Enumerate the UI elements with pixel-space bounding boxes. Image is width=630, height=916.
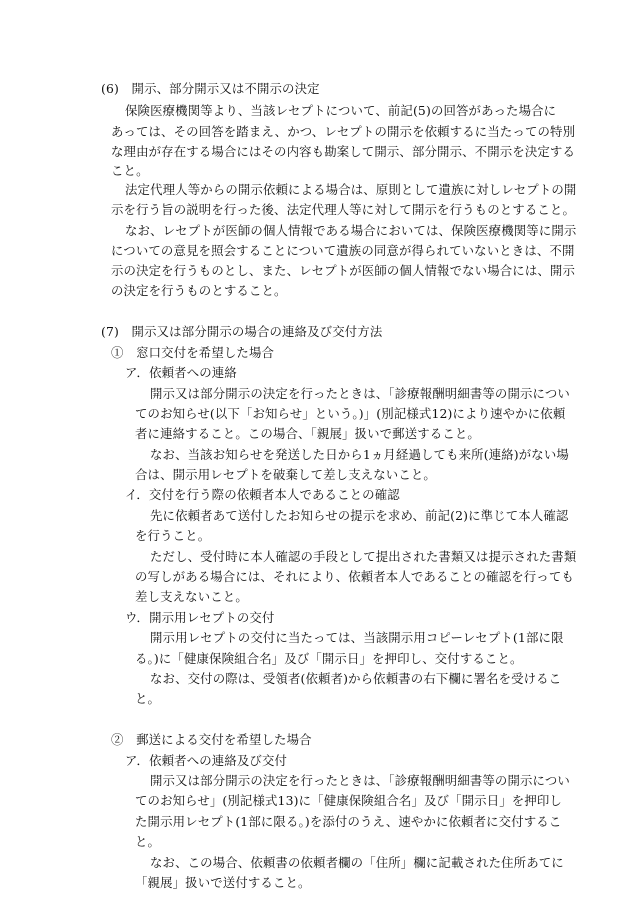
item-u-heading: ウ．開示用レセプトの交付 — [125, 610, 275, 625]
section-7-heading: (7) 開示又は部分開示の場合の連絡及び交付方法 — [101, 324, 383, 339]
section-6-heading: (6) 開示、部分開示又は不開示の決定 — [101, 81, 320, 96]
item-a-paragraph-2: なお、当該お知らせを発送した日から1ヵ月経過しても来所(連絡)がない場 — [150, 447, 569, 462]
item-a-paragraph-1: 者に連絡すること。この場合、「親展」扱いで郵送すること。 — [135, 426, 480, 441]
item-i-paragraph-2: の写しがある場合には、それにより、依頼者本人であることの確認を行っても — [135, 569, 574, 584]
item-mail-paragraph-2: なお、この場合、依頼書の依頼者欄の「住所」欄に記載された住所あてに — [150, 855, 564, 870]
section-6-paragraph-3: についての意見を照会することについて遺族の同意が得られていないときは、不開 — [111, 243, 575, 258]
section-6-paragraph-3: なお、レセプトが医師の個人情報である場合においては、保険医療機関等に開示 — [125, 223, 577, 238]
section-6-paragraph-2: 法定代理人等からの開示依頼による場合は、原則として遺族に対しレセプトの開 — [125, 182, 577, 197]
section-6-paragraph-2: 示を行う旨の説明を行った後、法定代理人等に対して開示を行うものとすること。 — [111, 202, 576, 217]
item-a-paragraph-1: てのお知らせ(以下「お知らせ」という。)」(別記様式12)により速やかに依頼 — [135, 406, 566, 421]
item-i-heading: イ．交付を行う際の依頼者本人であることの確認 — [125, 487, 400, 502]
item-u-paragraph-1: 開示用レセプトの交付に当たっては、当該開示用コピーレセプト(1部に限 — [150, 630, 564, 645]
item-mail-paragraph-1: た開示用レセプト(1部に限る。)を添付のうえ、速やかに依頼者に交付するこ — [135, 814, 562, 829]
section-6-paragraph-3: 示の決定を行うものとし、また、レセプトが医師の個人情報でない場合には、開示 — [111, 263, 576, 278]
item-i-paragraph-1: 先に依頼者あて送付したお知らせの提示を求め、前記(2)に準じて本人確認 — [150, 508, 569, 523]
section-6-paragraph-1: こと。 — [111, 163, 149, 178]
item-i-paragraph-2: 差し支えないこと。 — [135, 589, 248, 604]
section-6-paragraph-1: な理由が存在する場合にはその内容も勘案して開示、部分開示、不開示を決定する — [111, 144, 576, 159]
subsection-2-heading: ② 郵送による交付を希望した場合 — [111, 732, 312, 747]
section-6-paragraph-1: あっては、その回答を踏まえ、かつ、レセプトの開示を依頼するに当たっての特別 — [111, 124, 576, 139]
section-6-paragraph-1: 保険医療機関等より、当該レセプトについて、前記(5)の回答があった場合に — [125, 103, 557, 118]
item-i-paragraph-2: ただし、受付時に本人確認の手段として提出された書類又は提示された書類 — [150, 549, 577, 564]
item-mail-heading: ア．依頼者への連絡及び交付 — [125, 753, 288, 768]
item-u-paragraph-2: なお、交付の際は、受領者(依頼者)から依頼書の右下欄に署名を受けるこ — [150, 671, 562, 686]
item-u-paragraph-1: る。)に「健康保険組合名」及び「開示日」を押印し、交付すること。 — [135, 651, 523, 666]
item-mail-paragraph-1: 開示又は部分開示の決定を行ったときは、「診療報酬明細書等の開示につい — [150, 773, 570, 788]
item-a-paragraph-1: 開示又は部分開示の決定を行ったときは、「診療報酬明細書等の開示につい — [150, 386, 570, 401]
item-mail-paragraph-2: 「親展」扱いで送付すること。 — [135, 875, 311, 890]
subsection-1-heading: ① 窓口交付を希望した場合 — [111, 345, 275, 360]
item-a-paragraph-2: 合は、開示用レセプトを破棄して差し支えないこと。 — [135, 467, 436, 482]
item-mail-paragraph-1: てのお知らせ」(別記様式13)に「健康保険組合名」及び「開示日」を押印し — [135, 793, 562, 808]
item-a-heading: ア．依頼者への連絡 — [125, 365, 237, 380]
item-i-paragraph-1: を行うこと。 — [135, 528, 211, 543]
section-6-paragraph-3: の決定を行うものとすること。 — [111, 283, 287, 298]
item-u-paragraph-2: と。 — [135, 691, 161, 706]
item-mail-paragraph-1: と。 — [135, 834, 161, 849]
